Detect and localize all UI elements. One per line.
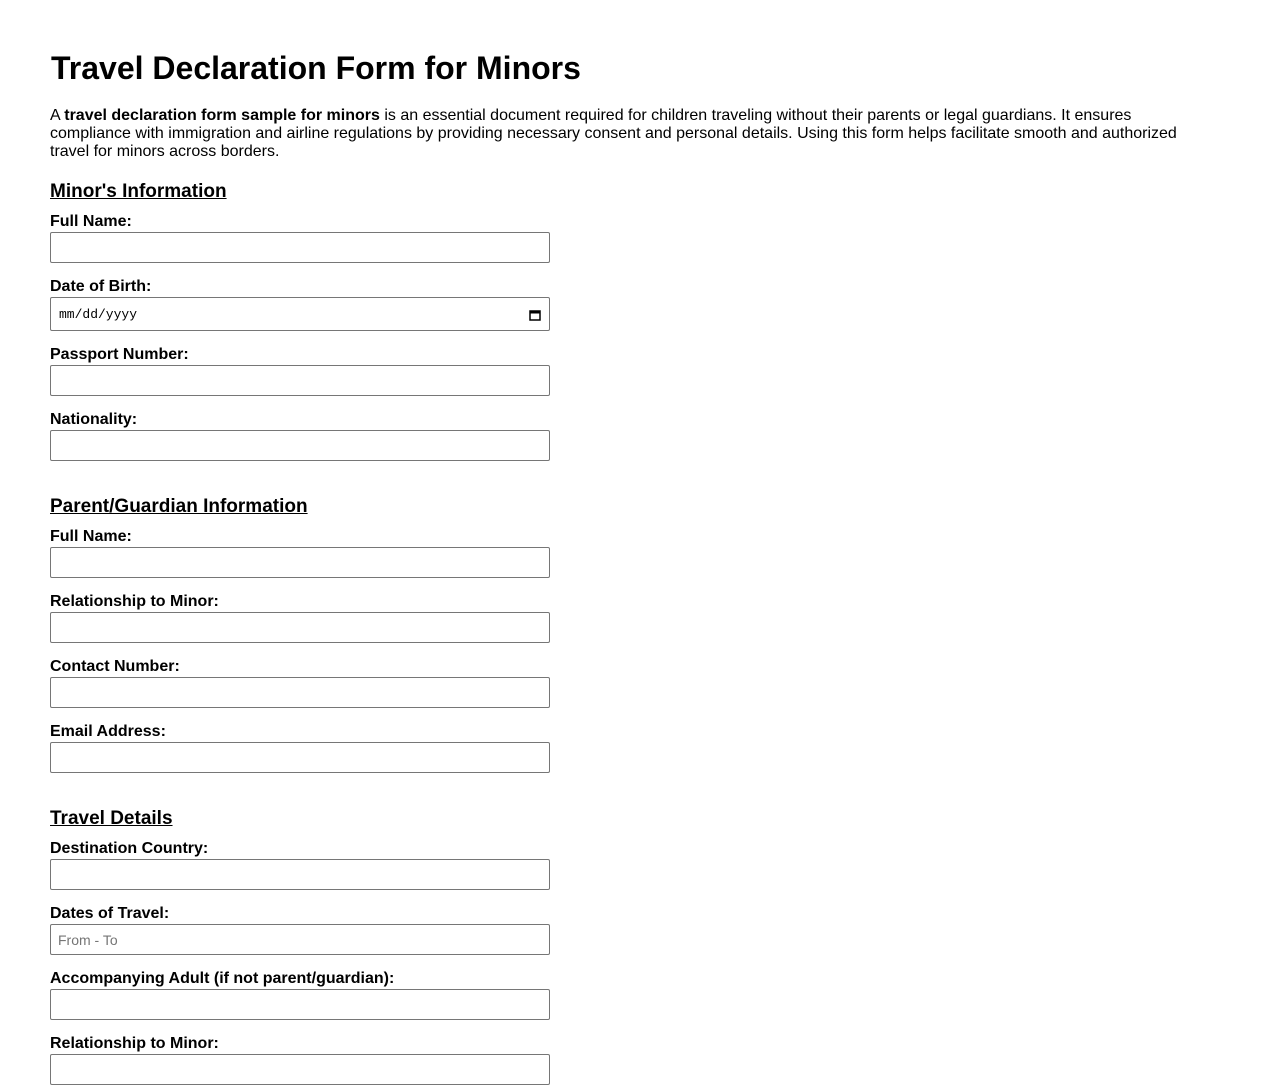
travel-relationship-label: Relationship to Minor: — [50, 1035, 219, 1052]
intro-paragraph — [50, 107, 1200, 161]
guardian-contact-input[interactable] — [50, 677, 550, 708]
guardian-relationship-input[interactable] — [50, 612, 550, 643]
accompanying-adult-label: Accompanying Adult (if not parent/guardian): — [50, 970, 395, 987]
minor-full-name-input[interactable] — [50, 232, 550, 263]
dates-label: Dates of Travel: — [50, 905, 170, 922]
calendar-icon[interactable] — [529, 308, 541, 320]
minor-nationality-input[interactable] — [50, 430, 550, 461]
page-title: Travel Declaration Form for Minors — [51, 50, 581, 86]
destination-label: Destination Country: — [50, 840, 209, 857]
guardian-full-name-input[interactable] — [50, 547, 550, 578]
travel-relationship-input[interactable] — [50, 1054, 550, 1085]
guardian-contact-label: Contact Number: — [50, 658, 180, 675]
section-title-travel: Travel Details — [50, 808, 173, 829]
minor-nationality-label: Nationality: — [50, 411, 138, 428]
intro-prefix: A — [50, 107, 65, 124]
destination-input[interactable] — [50, 859, 550, 890]
guardian-relationship-label: Relationship to Minor: — [50, 593, 219, 610]
dob-placeholder: mm/dd/yyyy — [59, 306, 138, 322]
guardian-full-name-label: Full Name: — [50, 528, 132, 545]
accompanying-adult-input[interactable] — [50, 989, 550, 1020]
intro-rest: is an essential document required for children traveling without their parents or legal guardians. It ensures compliance with immigration and airline regulations by providing necessary consent and personal details. Using this form helps facilitate smooth and authorized travel for minors across borders. — [50, 107, 1177, 160]
minor-full-name-label: Full Name: — [50, 213, 132, 230]
minor-dob-input[interactable] — [50, 297, 550, 331]
section-title-guardian: Parent/Guardian Information — [50, 496, 308, 517]
minor-passport-input[interactable] — [50, 365, 550, 396]
minor-passport-label: Passport Number: — [50, 346, 189, 363]
dates-input[interactable] — [50, 924, 550, 955]
intro-bold: travel declaration form sample for minors — [64, 107, 380, 124]
section-title-minor: Minor's Information — [50, 181, 227, 202]
guardian-email-label: Email Address: — [50, 723, 166, 740]
guardian-email-input[interactable] — [50, 742, 550, 773]
minor-dob-label: Date of Birth: — [50, 278, 152, 295]
